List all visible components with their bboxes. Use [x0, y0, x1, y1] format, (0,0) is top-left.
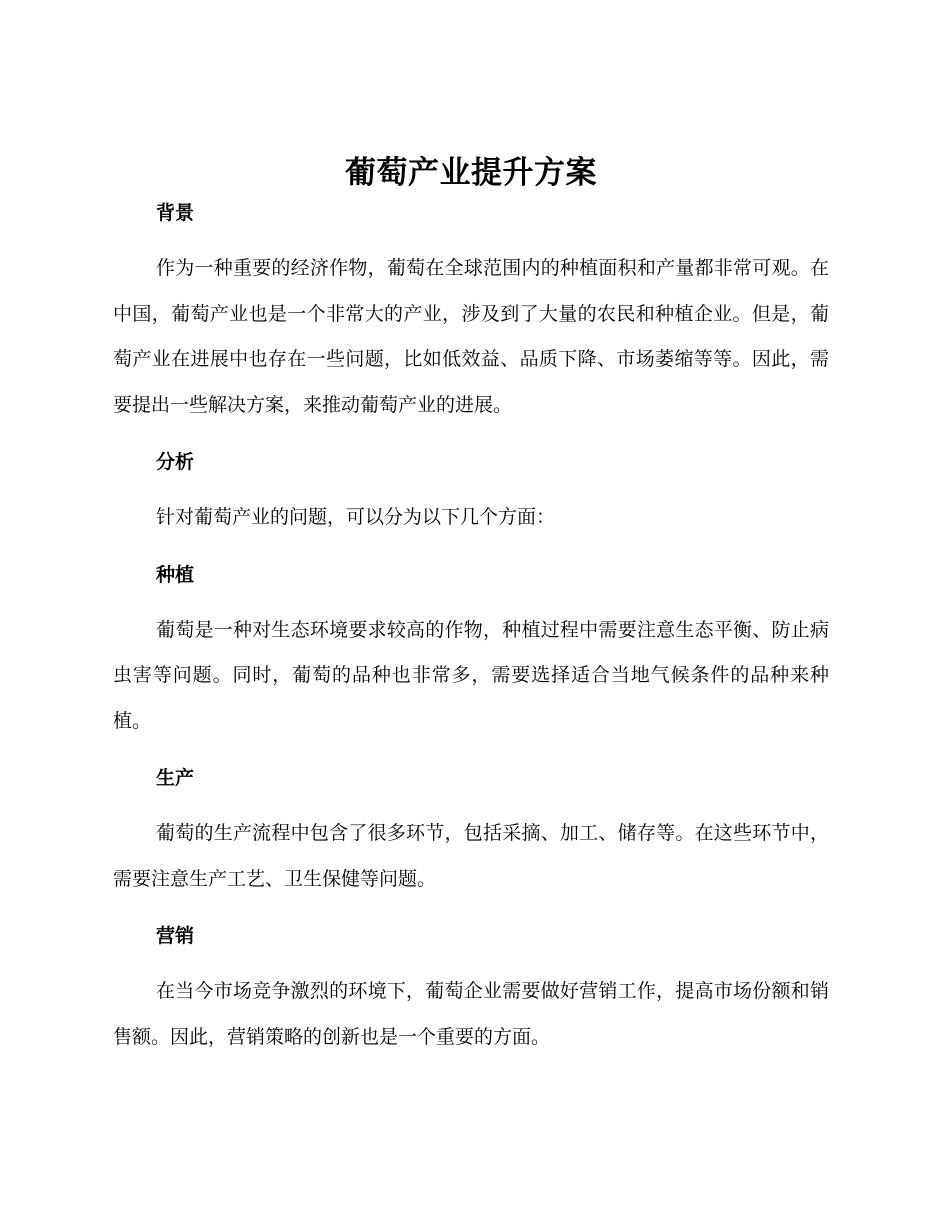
section-heading-planting: 种植	[156, 563, 195, 586]
section-paragraph-marketing: 在当今市场竞争激烈的环境下，葡萄企业需要做好营销工作，提高市场份额和销售额。因此，营销策略的创新也是一个重要的方面。	[113, 980, 829, 1048]
section-heading-production: 生产	[156, 767, 195, 789]
section-paragraph-planting: 葡萄是一种对生态环境要求较高的作物，种植过程中需要注意生态平衡、防止病虫害等问题。同时，葡萄的品种也非常多，需要选择适合当地气候条件的品种来种植。	[113, 618, 829, 732]
section-heading-analysis: 分析	[156, 451, 195, 473]
section-paragraph-background: 作为一种重要的经济作物，葡萄在全球范围内的种植面积和产量都非常可观。在中国，葡萄产业也是一个非常大的产业，涉及到了大量的农民和种植企业。但是，葡萄产业在进展中也存在一些问题，比如低效益、品质下降、市场萎缩等等。因此，需要提出一些解决方案，来推动葡萄产业的进展。	[113, 257, 829, 416]
section-paragraph-production: 葡萄的生产流程中包含了很多环节，包括采摘、加工、储存等。在这些环节中，需要注意生产工艺、卫生保健等问题。	[113, 822, 829, 890]
document-title: 葡萄产业提升方案	[345, 155, 597, 191]
section-paragraph-analysis: 针对葡萄产业的问题，可以分为以下几个方面：	[156, 506, 556, 528]
section-heading-background: 背景	[156, 202, 195, 224]
section-heading-marketing: 营销	[156, 925, 195, 947]
